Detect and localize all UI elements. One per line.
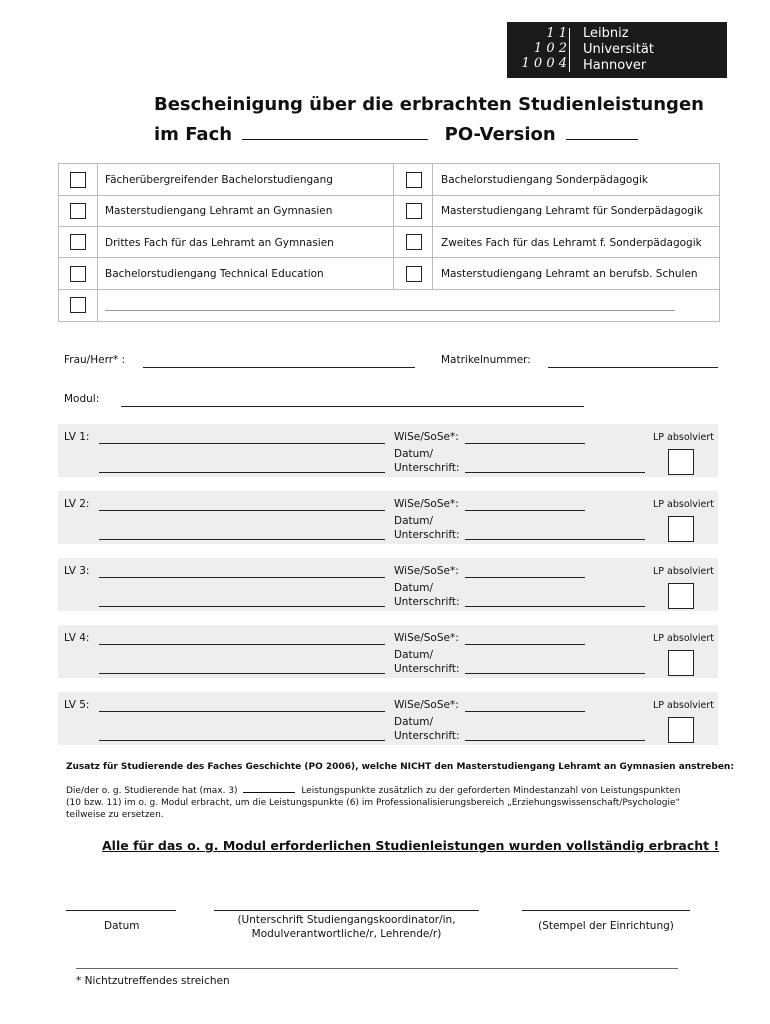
addendum-line-3: teilweise zu ersetzen. (66, 810, 164, 820)
lp-checkbox[interactable] (668, 449, 694, 475)
confirmation-statement: Alle für das o. g. Modul erforderlichen Studienleistungen wurden vollständig erbracht ! (102, 838, 720, 853)
program-label: Drittes Fach für das Lehramt an Gymnasien (105, 237, 334, 249)
program-label: Bachelorstudiengang Sonderpädagogik (441, 174, 649, 186)
checkbox-program-left[interactable] (70, 266, 86, 282)
datum-label: Datum/ (394, 515, 434, 527)
checkbox-program-right[interactable] (406, 203, 422, 219)
program-label: Masterstudiengang Lehramt an Gymnasien (105, 205, 333, 217)
checkbox-program-right[interactable] (406, 172, 422, 188)
lp-label: LP absolviert (653, 432, 715, 443)
addendum-heading: Zusatz für Studierende des Faches Geschichte (PO 2006), welche NICHT den Masterstudiengang Lehramt an Gymnasien anstreben: (66, 762, 734, 772)
checkbox-program-left[interactable] (70, 234, 86, 250)
semester-label: WiSe/SoSe*: (394, 498, 459, 510)
lv-title-field-2[interactable] (99, 740, 385, 741)
lv-label: LV 4: (64, 632, 90, 644)
lp-checkbox[interactable] (668, 516, 694, 542)
po-version-field[interactable] (566, 139, 638, 140)
signature-field[interactable] (465, 472, 645, 473)
lv-row (58, 625, 718, 678)
checkbox-program-left[interactable] (70, 172, 86, 188)
lv-row (58, 692, 718, 745)
logo-digits-row-3: 1 0 0 4 (521, 56, 567, 71)
lp-checkbox[interactable] (668, 717, 694, 743)
semester-field[interactable] (465, 443, 585, 444)
name-label: Frau/Herr* : (64, 354, 126, 366)
lv-title-field-2[interactable] (99, 539, 385, 540)
lv-title-field[interactable] (99, 644, 385, 645)
modul-label: Modul: (64, 393, 100, 405)
lv-label: LV 3: (64, 565, 90, 577)
program-label: Fächerübergreifender Bachelorstudiengang (105, 174, 333, 186)
coordinator-caption-line-1: (Unterschrift Studiengangskoordinator/in, (237, 914, 456, 926)
lp-label: LP absolviert (653, 633, 715, 644)
semester-field[interactable] (465, 510, 585, 511)
stamp-caption: (Stempel der Einrichtung) (538, 920, 674, 932)
checkbox-program-other[interactable] (70, 297, 86, 313)
fach-label: im Fach (154, 124, 233, 145)
lv-title-field[interactable] (99, 510, 385, 511)
addendum-line-2: (10 bzw. 11) im o. g. Modul erbracht, um die Leistungspunkte (6) im Professionalisierungsbereich „Erziehungswissenschaft/Psychologie“ (66, 798, 681, 808)
lv-row (58, 558, 718, 611)
page-title: Bescheinigung über die erbrachten Studienleistungen (154, 94, 704, 115)
logo-name-line-2: Universität (583, 42, 654, 57)
stamp-line[interactable] (522, 910, 690, 911)
signature-field[interactable] (465, 740, 645, 741)
lv-row (58, 491, 718, 544)
unterschrift-label: Unterschrift: (394, 663, 460, 675)
unterschrift-label: Unterschrift: (394, 730, 460, 742)
datum-label: Datum/ (394, 448, 434, 460)
lv-label: LV 1: (64, 431, 90, 443)
program-label: Masterstudiengang Lehramt an berufsb. Schulen (441, 268, 698, 280)
lv-row (58, 424, 718, 477)
program-label: Zweites Fach für das Lehramt f. Sonderpädagogik (441, 237, 702, 249)
lp-label: LP absolviert (653, 566, 715, 577)
signature-field[interactable] (465, 606, 645, 607)
coordinator-caption-line-2: Modulverantwortliche/r, Lehrende/r) (251, 928, 442, 940)
lv-title-field[interactable] (99, 577, 385, 578)
semester-label: WiSe/SoSe*: (394, 565, 459, 577)
datum-label: Datum/ (394, 716, 434, 728)
lp-checkbox[interactable] (668, 583, 694, 609)
logo-digits-row-2: 1 0 2 (533, 41, 567, 56)
lv-label: LV 2: (64, 498, 90, 510)
logo-digits (511, 26, 567, 74)
unterschrift-label: Unterschrift: (394, 596, 460, 608)
logo-name-line-3: Hannover (583, 58, 647, 73)
datum-caption: Datum (104, 920, 140, 932)
lp-checkbox[interactable] (668, 650, 694, 676)
footnote-divider (76, 968, 678, 969)
datum-label: Datum/ (394, 649, 434, 661)
datum-label: Datum/ (394, 582, 434, 594)
semester-label: WiSe/SoSe*: (394, 699, 459, 711)
unterschrift-label: Unterschrift: (394, 462, 460, 474)
coordinator-signature-line[interactable] (214, 910, 479, 911)
lv-title-field-2[interactable] (99, 606, 385, 607)
program-other-field[interactable] (105, 310, 675, 311)
datum-signature-line[interactable] (66, 910, 176, 911)
university-logo (507, 22, 727, 78)
logo-name-line-1: Leibniz (583, 26, 629, 41)
semester-field[interactable] (465, 577, 585, 578)
matrikel-label: Matrikelnummer: (441, 354, 531, 366)
semester-field[interactable] (465, 644, 585, 645)
unterschrift-label: Unterschrift: (394, 529, 460, 541)
semester-field[interactable] (465, 711, 585, 712)
lp-label: LP absolviert (653, 700, 715, 711)
addendum-text: Die/der o. g. Studierende hat (max. 3) (66, 786, 238, 796)
logo-digits-row-1: 1 1 (546, 26, 567, 41)
semester-label: WiSe/SoSe*: (394, 431, 459, 443)
program-label: Masterstudiengang Lehramt für Sonderpädagogik (441, 205, 703, 217)
lv-title-field[interactable] (99, 443, 385, 444)
signature-field[interactable] (465, 673, 645, 674)
signature-field[interactable] (465, 539, 645, 540)
coordinator-caption (214, 913, 479, 941)
program-label: Bachelorstudiengang Technical Education (105, 268, 324, 280)
name-field[interactable] (143, 367, 415, 368)
subtitle-line (154, 124, 638, 145)
lv-title-field-2[interactable] (99, 673, 385, 674)
program-selection-grid (58, 163, 720, 322)
modul-field[interactable] (121, 406, 584, 407)
lv-title-field[interactable] (99, 711, 385, 712)
logo-name (583, 26, 654, 74)
lp-label: LP absolviert (653, 499, 715, 510)
footnote: * Nichtzutreffendes streichen (76, 975, 230, 987)
semester-label: WiSe/SoSe*: (394, 632, 459, 644)
checkbox-program-left[interactable] (70, 203, 86, 219)
fach-field[interactable] (242, 139, 428, 140)
checkbox-program-right[interactable] (406, 266, 422, 282)
checkbox-program-right[interactable] (406, 234, 422, 250)
matrikel-field[interactable] (548, 367, 718, 368)
lv-title-field-2[interactable] (99, 472, 385, 473)
po-version-label: PO-Version (444, 124, 556, 145)
lv-label: LV 5: (64, 699, 90, 711)
logo-separator (569, 28, 570, 72)
addendum-text: Leistungspunkte zusätzlich zu der geforderten Mindestanzahl von Leistungspunkten (301, 786, 681, 796)
addendum-line-1 (66, 786, 680, 796)
extra-points-field[interactable] (243, 792, 295, 793)
